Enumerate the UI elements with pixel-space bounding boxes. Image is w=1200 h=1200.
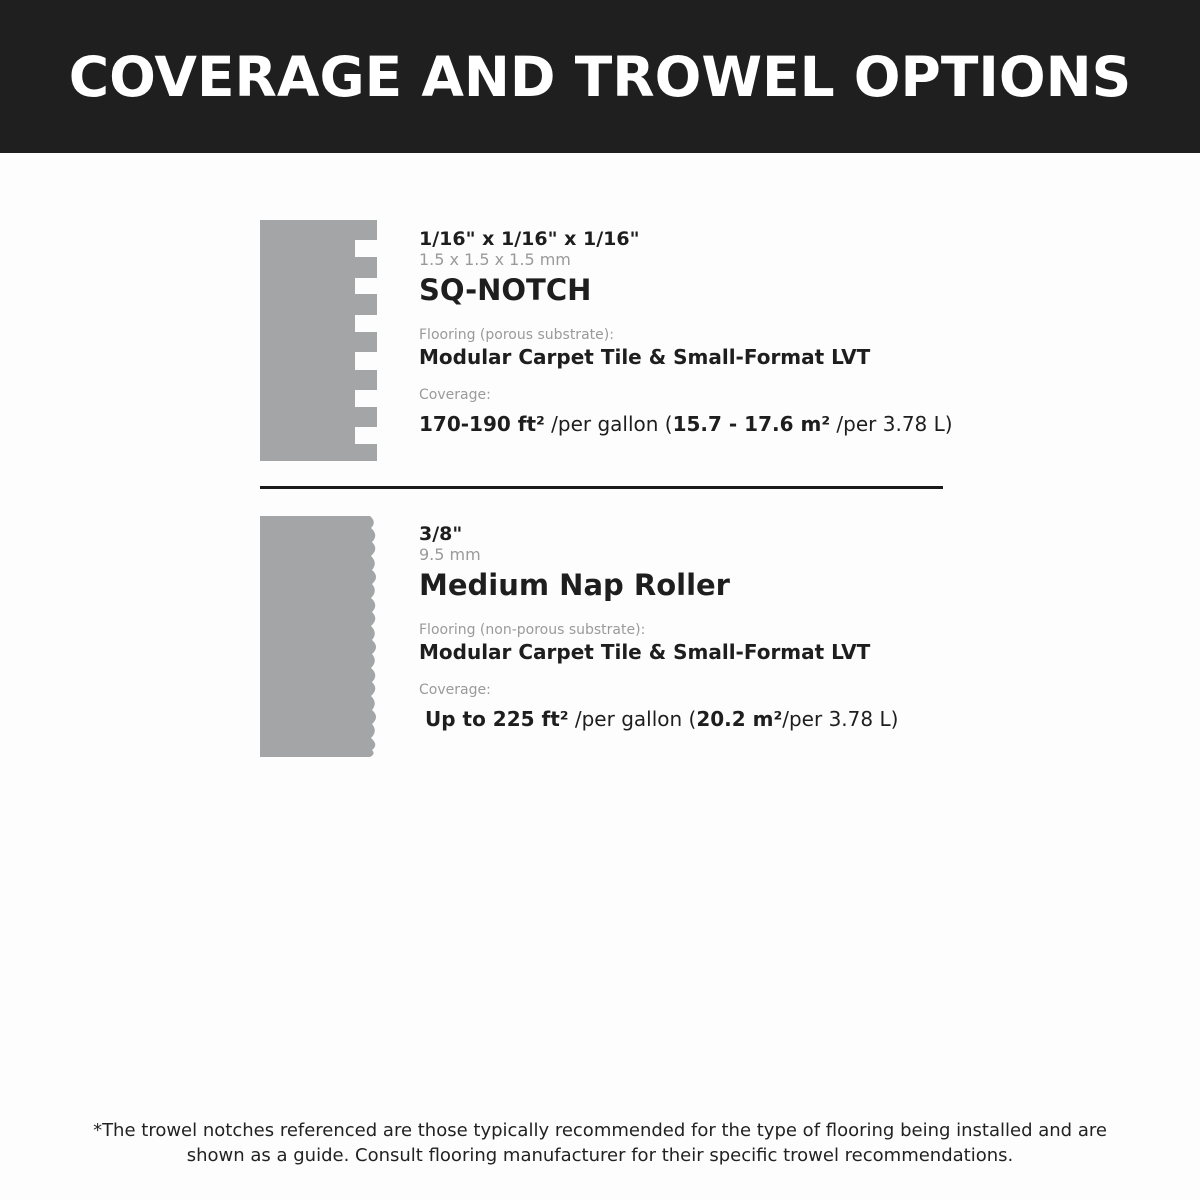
option-medium-nap-roller (0, 513, 1200, 763)
option-sq-notch (0, 218, 1200, 468)
header-banner (0, 0, 1200, 153)
footnote (40, 1118, 1160, 1168)
coverage-imperial-unit: /per gallon ( (544, 412, 673, 436)
coverage-metric: 15.7 - 17.6 m² (672, 412, 831, 436)
footnote-line: shown as a guide. Consult flooring manufacturer for their specific trowel recommendations. (186, 1145, 1014, 1166)
notch-size-metric: 1.5 x 1.5 x 1.5 mm (419, 250, 571, 269)
coverage-metric: 20.2 m² (696, 707, 783, 731)
nap-size-metric: 9.5 mm (419, 545, 481, 564)
flooring-label: Flooring (non-porous substrate): (419, 622, 646, 638)
coverage-imperial-unit: /per gallon ( (568, 707, 697, 731)
nap-roller-icon (258, 513, 382, 759)
coverage-imperial: Up to 225 ft² (425, 707, 569, 731)
coverage-metric-unit: /per 3.78 L) (782, 707, 899, 731)
option-details (419, 218, 979, 438)
flooring-value: Modular Carpet Tile & Small-Format LVT (419, 640, 871, 664)
option-details (419, 513, 979, 733)
notch-size: 1/16" x 1/16" x 1/16" (419, 228, 640, 250)
coverage-label: Coverage: (419, 387, 491, 403)
section-divider (260, 486, 943, 489)
coverage-metric-unit: /per 3.78 L) (830, 412, 953, 436)
tool-name: Medium Nap Roller (419, 568, 730, 602)
nap-size: 3/8" (419, 523, 463, 545)
coverage-value (419, 705, 979, 733)
square-notch-trowel-icon (258, 218, 380, 463)
coverage-label: Coverage: (419, 682, 491, 698)
page-title: COVERAGE AND TROWEL OPTIONS (68, 44, 1132, 109)
coverage-imperial: 170-190 ft² (419, 412, 545, 436)
footnote-line: *The trowel notches referenced are those typically recommended for the type of flooring being installed and are (93, 1120, 1107, 1141)
coverage-value (419, 410, 979, 438)
flooring-value: Modular Carpet Tile & Small-Format LVT (419, 345, 871, 369)
flooring-label: Flooring (porous substrate): (419, 327, 614, 343)
tool-name: SQ-NOTCH (419, 273, 592, 307)
